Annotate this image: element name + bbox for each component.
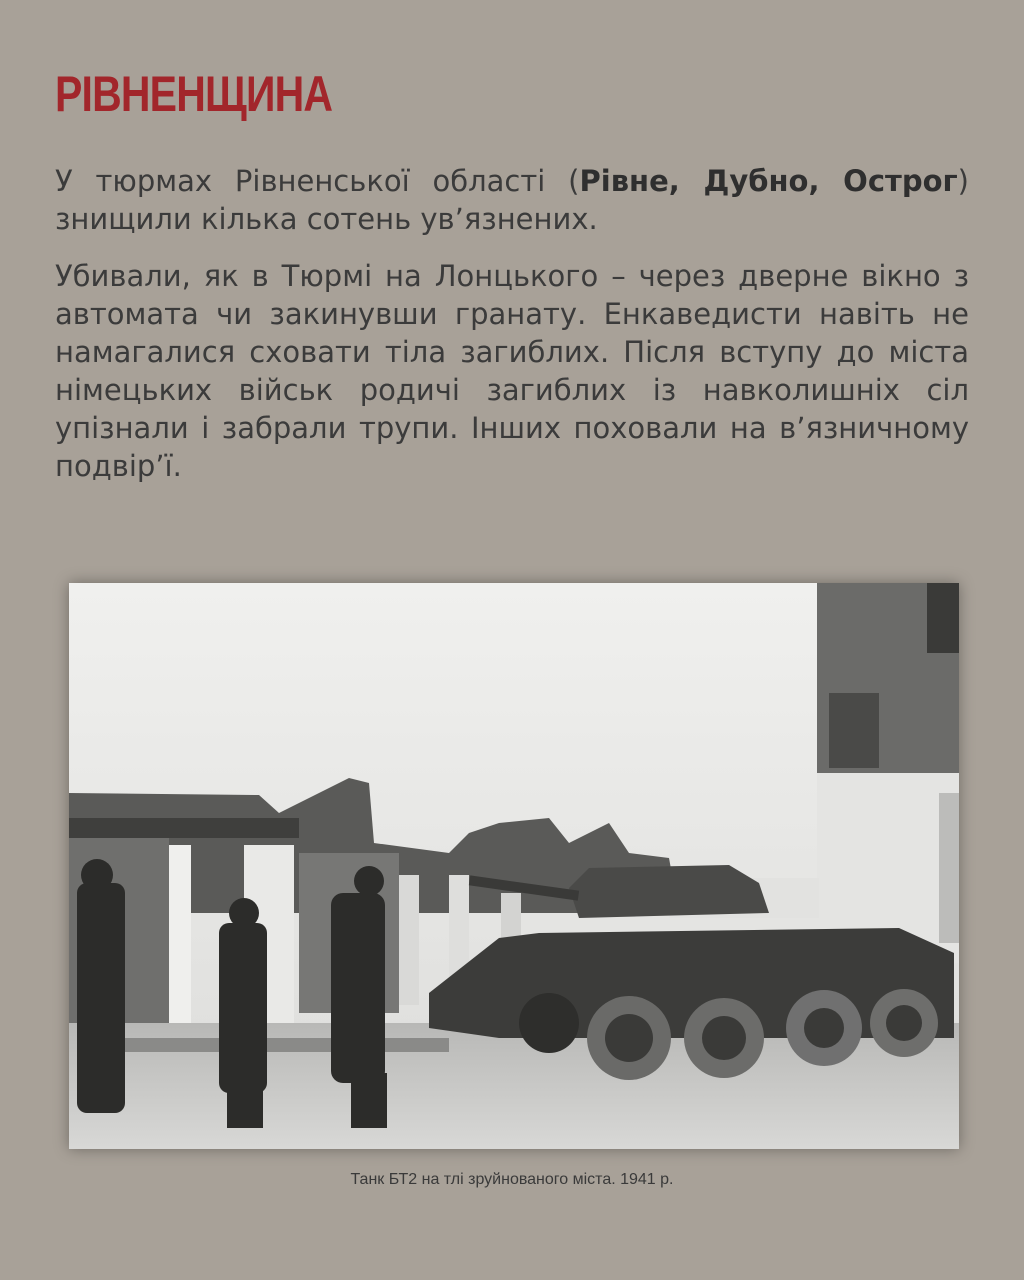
paragraph-details: Убивали, як в Тюрмі на Лонцького – через дверне вікно з автомата чи закинувши гранату. Енкаведисти навіть не намагалися сховати тіла загиблих. Після вступу до міста німецьких військ родичі загиблих із навколишніх сіл упізнали і забрали трупи. Інших поховали на в’язничному подвір’ї.	[55, 259, 969, 483]
cities-bold: Рівне, Дубно, Острог	[579, 164, 958, 198]
page-title: РІВНЕНЩИНА	[55, 66, 333, 122]
photo-illustration	[69, 583, 959, 1149]
paragraph-intro-start: У тюрмах Рівненської області (	[55, 164, 580, 198]
photo-caption: Танк БТ2 на тлі зруйнованого міста. 1941 р.	[350, 1171, 674, 1188]
paragraph-intro	[55, 162, 969, 238]
historical-photo	[69, 583, 959, 1149]
paragraph-intro-end: ) знищили кілька сотень ув’язнених.	[55, 164, 969, 236]
